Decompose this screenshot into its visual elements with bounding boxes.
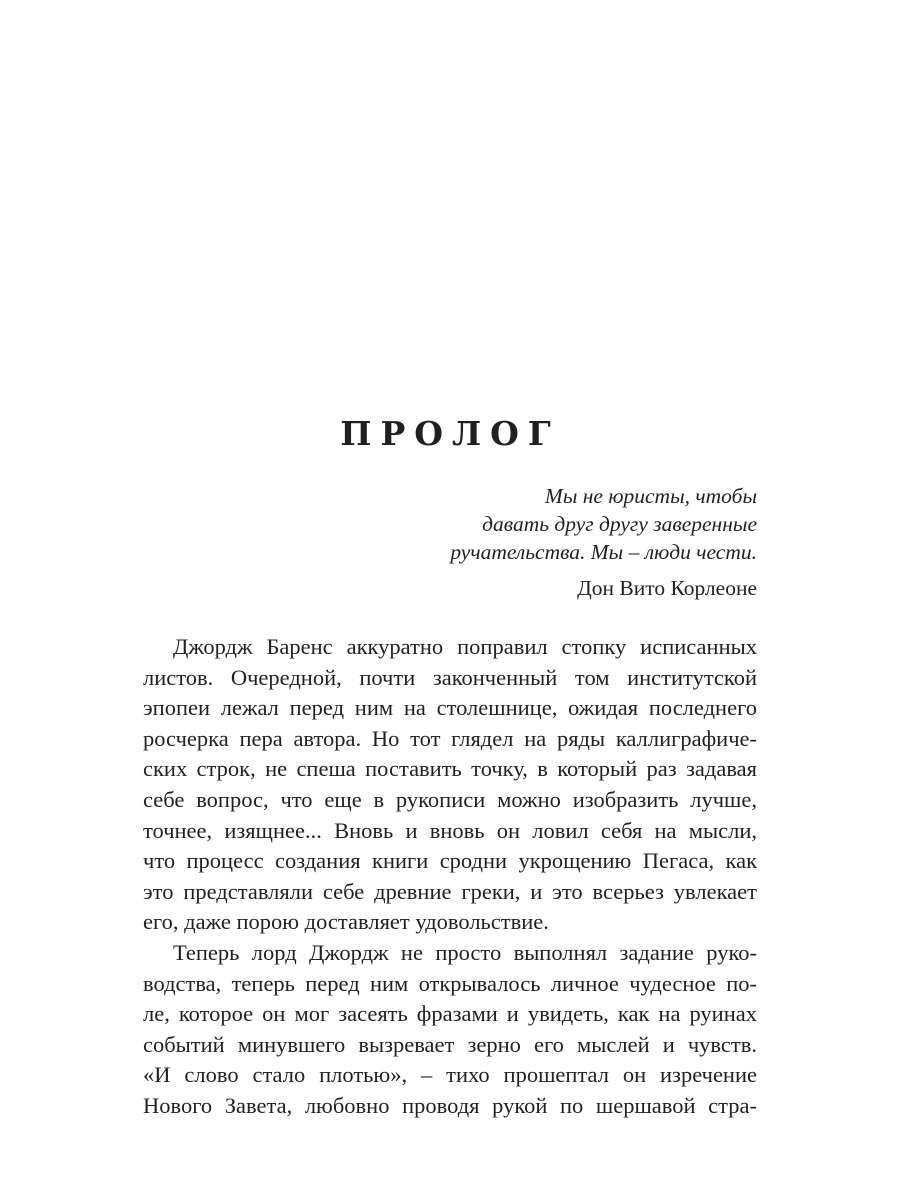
text-line: «И слово стало плотью», – тихо прошептал он изречение (143, 1062, 757, 1088)
text-line: листов. Очередной, почти законченный том институтской (143, 664, 757, 690)
text-line: ле, которое он мог засеять фразами и увидеть, как на руинах (143, 1001, 757, 1027)
epigraph-line: давать друг другу заверенные (482, 512, 757, 536)
paragraph (143, 632, 757, 938)
text-line: эпопеи лежал перед ним на столешнице, ожидая последнего (143, 695, 757, 721)
text-line: событий минувшего вызревает зерно его мыслей и чувств. (143, 1031, 757, 1057)
text-line: себе вопрос, что еще в рукописи можно изобразить лучше, (143, 786, 757, 812)
text-line: это представляли себе древние греки, и это всерьез увлекает (143, 878, 757, 904)
text-line: Джордж Баренс аккуратно поправил стопку исписанных (173, 634, 757, 659)
text-line: росчерка пера автора. Но тот глядел на ряды каллиграфиче- (143, 725, 757, 751)
text-line: Нового Завета, любовно проводя рукой по шершавой стра- (143, 1092, 757, 1118)
epigraph-line: Мы не юристы, чтобы (544, 484, 757, 508)
epigraph (337, 482, 757, 566)
text-line: его, даже порою доставляет удовольствие. (143, 909, 549, 935)
paragraph (143, 938, 757, 1122)
chapter-title: ПРОЛОГ (340, 414, 560, 453)
body-text (143, 632, 757, 1122)
text-line: что процесс создания книги сродни укрощению Пегаса, как (143, 848, 757, 874)
text-line: ских строк, не спеша поставить точку, в который раз задавая (143, 756, 757, 782)
text-line: водства, теперь перед ним открывалось личное чудесное по- (143, 970, 757, 996)
epigraph-attribution: Дон Вито Корлеоне (577, 576, 757, 600)
epigraph-line: ручательства. Мы – люди чести. (450, 540, 757, 564)
text-line: Теперь лорд Джордж не просто выполнял задание руко- (173, 939, 757, 965)
text-line: точнее, изящнее... Вновь и вновь он ловил себя на мысли, (143, 817, 757, 843)
